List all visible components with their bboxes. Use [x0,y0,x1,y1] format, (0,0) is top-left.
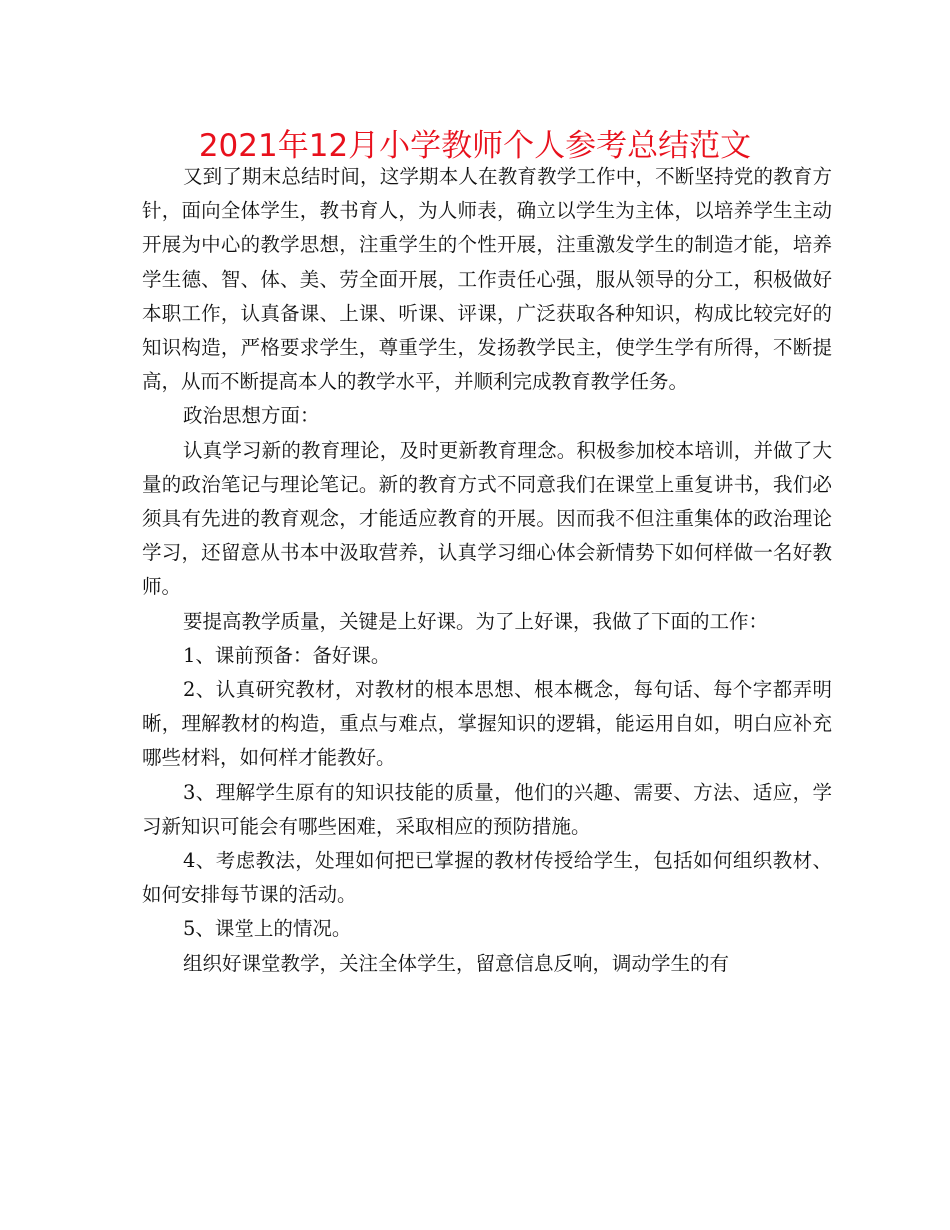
document-title: 2021年12月小学教师个人参考总结范文 [198,128,752,164]
paragraph-intro: 又到了期末总结时间，这学期本人在教育教学工作中，不断坚持党的教育方针，面向全体学生，教书育人，为人师表，确立以学生为主体，以培养学生主动开展为中心的教学思想，注重学生的个性开展，注重激发学生的制造才能，培养学生德、智、体、美、劳全面开展，工作责任心强，服从领导的分工，积极做好本职工作，认真备课、上课、听课、评课，广泛获取各种知识，构成比较完好的知识构造，严格要求学生，尊重学生，发扬教学民主，使学生学有所得，不断提高，从而不断提高本人的教学水平，并顺利完成教育教学任务。 [142,165,832,394]
paragraph-item-3: 3、理解学生原有的知识技能的质量，他们的兴趣、需要、方法、适应，学习新知识可能会有哪些困难，采取相应的预防措施。 [142,780,832,838]
paragraph-political-heading: 政治思想方面： [183,404,320,428]
paragraph-teaching-quality: 要提高教学质量，关键是上好课。为了上好课，我做了下面的工作： [183,609,769,633]
paragraph-item-4: 4、考虑教法，处理如何把已掌握的教材传授给学生，包括如何组织教材、如何安排每节课的活动。 [142,849,832,907]
paragraph-political-body: 认真学习新的教育理论，及时更新教育理念。积极参加校本培训，并做了大量的政治笔记与理论笔记。新的教育方式不同意我们在课堂上重复讲书，我们必须具有先进的教育观念，才能适应教育的开展。因而我不但注重集体的政治理论学习，还留意从书本中汲取营养，认真学习细心体会新情势下如何样做一名好教师。 [142,438,832,599]
paragraph-item-1: 1、课前预备：备好课。 [183,643,391,667]
paragraph-item-2: 2、认真研究教材，对教材的根本思想、根本概念，每句话、每个字都弄明晰，理解教材的构造，重点与难点，掌握知识的逻辑，能运用自如，明白应补充哪些材料，如何样才能教好。 [142,678,832,770]
paragraph-item-5: 5、课堂上的情况。 [183,917,352,941]
document-body [142,160,832,981]
paragraph-classroom: 组织好课堂教学，关注全体学生，留意信息反响，调动学生的有 [183,951,730,975]
